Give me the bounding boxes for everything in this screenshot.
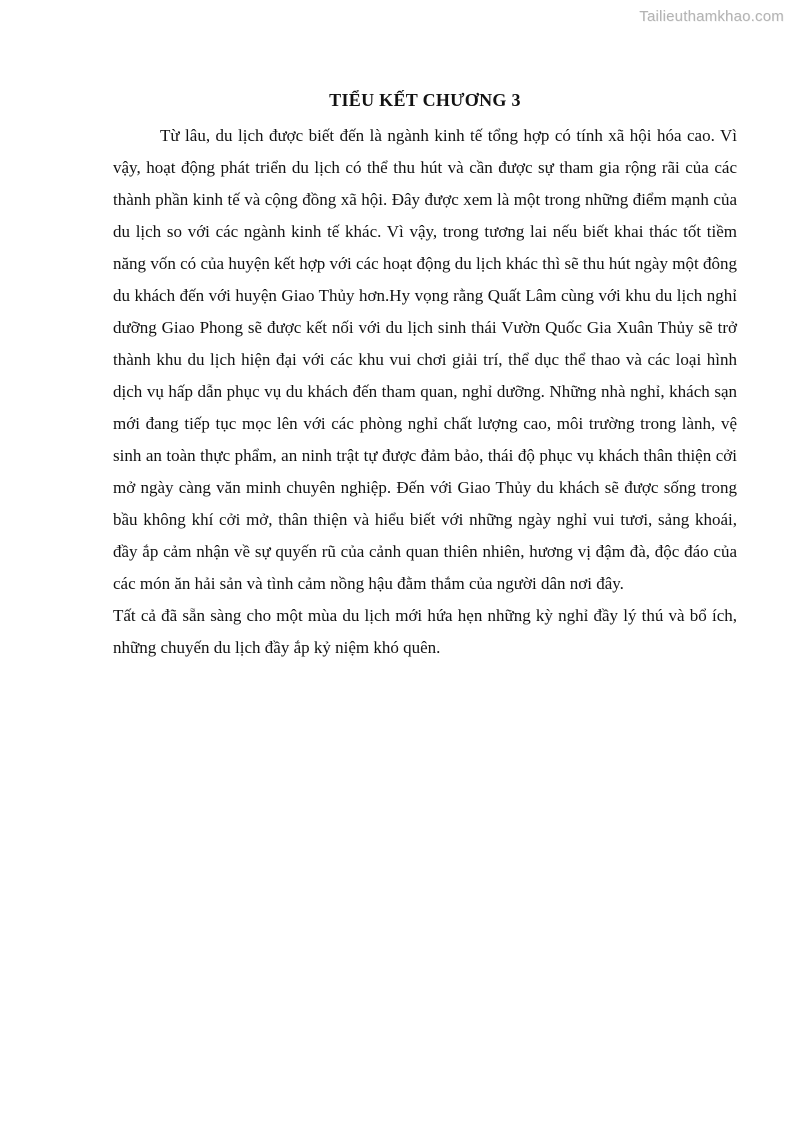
watermark-text: Tailieuthamkhao.com: [639, 8, 784, 25]
chapter-summary-title: TIỂU KẾT CHƯƠNG 3: [329, 90, 521, 110]
body-paragraph-2: Tất cả đã sẵn sàng cho một mùa du lịch mới hứa hẹn những kỳ nghỉ đầy lý thú và bổ ích, những chuyến du lịch đầy ắp kỷ niệm khó quên.: [113, 606, 737, 657]
body-paragraph-1: Từ lâu, du lịch được biết đến là ngành kinh tế tổng hợp có tính xã hội hóa cao. Vì vậy, hoạt động phát triển du lịch có thể thu hút và cần được sự tham gia rộng rãi của các thành phần kinh tế và cộng đồng xã hội. Đây được xem là một trong những điểm mạnh của du lịch so với các ngành kinh tế khác. Vì vậy, trong tương lai nếu biết khai thác tốt tiềm năng vốn có của huyện kết hợp với các hoạt động du lịch khác thì sẽ thu hút ngày một đông du khách đến với huyện Giao Thủy hơn.Hy vọng rằng Quất Lâm cùng với khu du lịch nghỉ dưỡng Giao Phong sẽ được kết nối với du lịch sinh thái Vườn Quốc Gia Xuân Thủy sẽ trở thành khu du lịch hiện đại với các khu vui chơi giải trí, thể dục thể thao và các loại hình dịch vụ hấp dẫn phục vụ du khách đến tham quan, nghỉ dưỡng. Những nhà nghỉ, khách sạn mới đang tiếp tục mọc lên với các phòng nghỉ chất lượng cao, môi trường trong lành, vệ sinh an toàn thực phẩm, an ninh trật tự được đảm bảo, thái độ phục vụ khách thân thiện cởi mở ngày càng văn minh chuyên nghiệp. Đến với Giao Thủy du khách sẽ được sống trong bầu không khí cởi mở, thân thiện và hiểu biết với những ngày nghỉ vui tươi, sảng khoái, đầy ắp cảm nhận về sự quyến rũ của cảnh quan thiên nhiên, hương vị đậm đà, độc đáo của các món ăn hải sản và tình cảm nồng hậu đằm thắm của người dân nơi đây.: [113, 126, 737, 593]
